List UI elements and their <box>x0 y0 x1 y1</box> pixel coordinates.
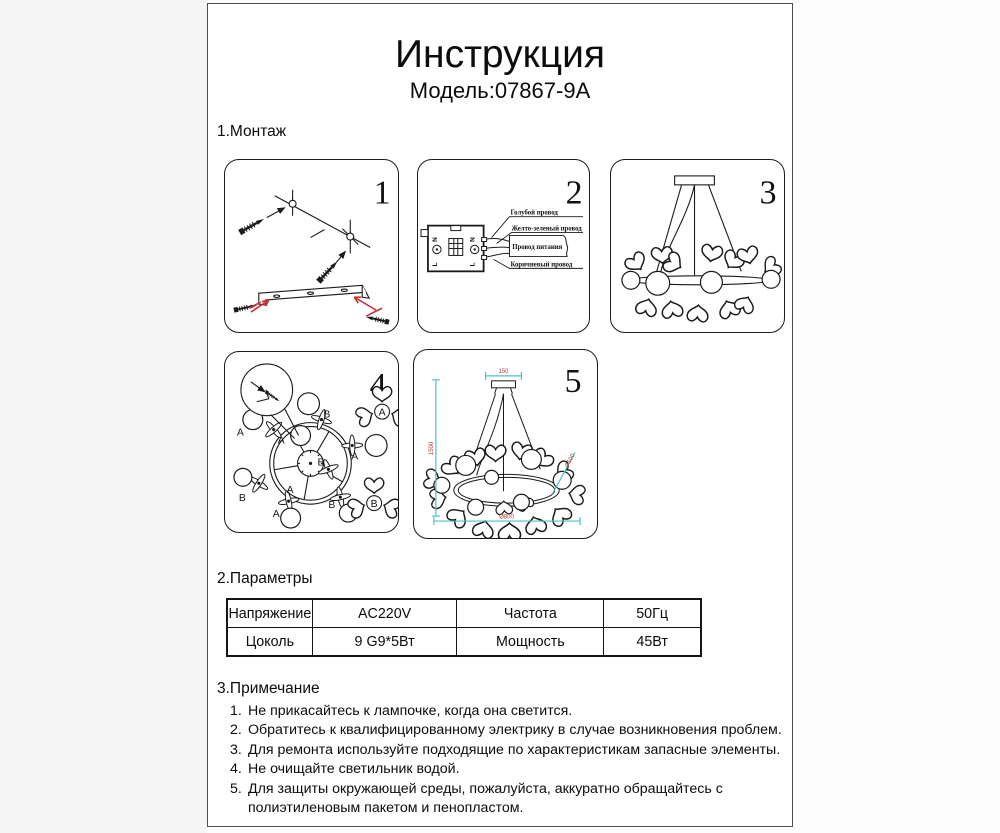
page-header <box>208 34 792 103</box>
note-number: 4. <box>230 761 242 778</box>
canopy-icon <box>675 176 715 185</box>
note-item <box>230 780 782 819</box>
note-item <box>230 741 782 760</box>
instruction-page <box>207 3 793 827</box>
panel-2-drawing <box>418 160 589 332</box>
section-heading-params: 2.Параметры <box>217 570 313 587</box>
panel-3-drawing <box>611 160 784 332</box>
wire-icon <box>482 238 510 260</box>
screw-icon <box>316 259 339 283</box>
panel-3-assembled <box>610 159 785 333</box>
section-heading-montage: 1.Монтаж <box>217 123 287 140</box>
branch-label: A <box>236 427 244 439</box>
note-text: Не прикасайтесь к лампочке, когда она светится. <box>248 703 573 719</box>
model-number: Модель:07867-9A <box>409 78 591 104</box>
branch-label: A <box>351 451 359 463</box>
param-label-voltage: Напряжение <box>227 599 312 628</box>
param-value-socket: 9 G9*5Вт <box>312 628 457 657</box>
note-number: 2. <box>230 722 242 739</box>
branch-label: B <box>323 409 331 421</box>
screw-icon <box>233 303 257 313</box>
terminal-l-label: L <box>469 262 477 267</box>
terminal-block-icon <box>421 226 484 272</box>
dimension-label-diameter: Ø800 <box>499 514 514 521</box>
wall-anchor-icon <box>342 220 358 254</box>
branch-label: A <box>277 435 285 447</box>
page-margin <box>0 0 207 833</box>
wall-anchor-icon <box>289 190 296 216</box>
param-value-power: 45Вт <box>604 628 701 657</box>
parameters-table <box>226 598 702 657</box>
panel-5-drawing <box>414 350 597 538</box>
branch-label: A <box>272 509 280 521</box>
dimension-label-height: 1500 <box>428 441 435 456</box>
param-label-frequency: Частота <box>457 599 604 628</box>
terminal-n-label: N <box>469 237 477 242</box>
note-item <box>230 702 782 721</box>
brown-wire-label: Коричневый провод <box>510 261 573 269</box>
mounting-bracket-icon <box>259 285 369 305</box>
note-item <box>230 760 782 779</box>
panel-5-dimensions <box>413 349 598 539</box>
note-number: 1. <box>230 703 242 719</box>
note-text: Не очищайте светильник водой. <box>248 761 460 778</box>
panel-number: 3 <box>759 174 777 212</box>
cluster-a-label: A <box>378 407 386 419</box>
yellow-green-wire-label: Желто-зеленый провод <box>511 225 582 233</box>
note-text: Обратитесь к квалифицированному электрику в случае возникновения проблем. <box>248 722 782 739</box>
screw-icon <box>238 216 265 235</box>
terminal-l-label: L <box>431 262 439 267</box>
branch-label: A <box>286 485 294 497</box>
param-value-frequency: 50Гц <box>604 599 701 628</box>
panel-number: 2 <box>565 174 583 212</box>
panel-number: 4 <box>369 366 387 404</box>
param-value-voltage: AC220V <box>312 599 457 628</box>
panel-number: 5 <box>564 362 582 400</box>
branch-label: B <box>238 493 246 505</box>
note-item <box>230 721 782 740</box>
table-row <box>227 599 701 628</box>
note-number: 3. <box>230 741 242 758</box>
power-cord-box <box>509 236 567 257</box>
canopy-icon <box>492 381 516 394</box>
screw-icon <box>365 314 389 324</box>
branch-label: B <box>317 457 325 469</box>
dimension-label-canopy: 150 <box>498 368 509 375</box>
table-row <box>227 628 701 657</box>
cluster-a-icon <box>355 387 398 428</box>
cluster-b-label: B <box>370 499 378 511</box>
note-number: 5. <box>230 780 242 797</box>
section-heading-notes: 3.Примечание <box>217 680 320 697</box>
panel-number: 1 <box>373 174 391 212</box>
panel-1-mounting <box>224 159 399 333</box>
power-cord-label: Провод питания <box>512 243 563 251</box>
panel-1-drawing <box>225 160 398 332</box>
page-title: Инструкция <box>395 33 605 76</box>
panel-4-top-view <box>224 351 399 533</box>
panel-2-wiring <box>417 159 590 333</box>
note-text: Для защиты окружающей среды, пожалуйста, аккуратно обращайтесь с полиэтиленовым пакетом и пенопластом. <box>248 780 723 817</box>
notes-list <box>230 702 782 818</box>
dimension-label-sphere: Ø100 <box>564 453 577 469</box>
param-label-power: Мощность <box>457 628 604 657</box>
cluster-b-icon <box>347 478 398 519</box>
panel-4-drawing <box>225 352 398 532</box>
note-text: Для ремонта используйте подходящие по характеристикам запасные элементы. <box>248 741 781 758</box>
branch-label: B <box>328 500 336 512</box>
terminal-n-label: N <box>431 237 439 242</box>
param-label-socket: Цоколь <box>227 628 312 657</box>
blue-wire-label: Голубой провод <box>510 209 558 217</box>
